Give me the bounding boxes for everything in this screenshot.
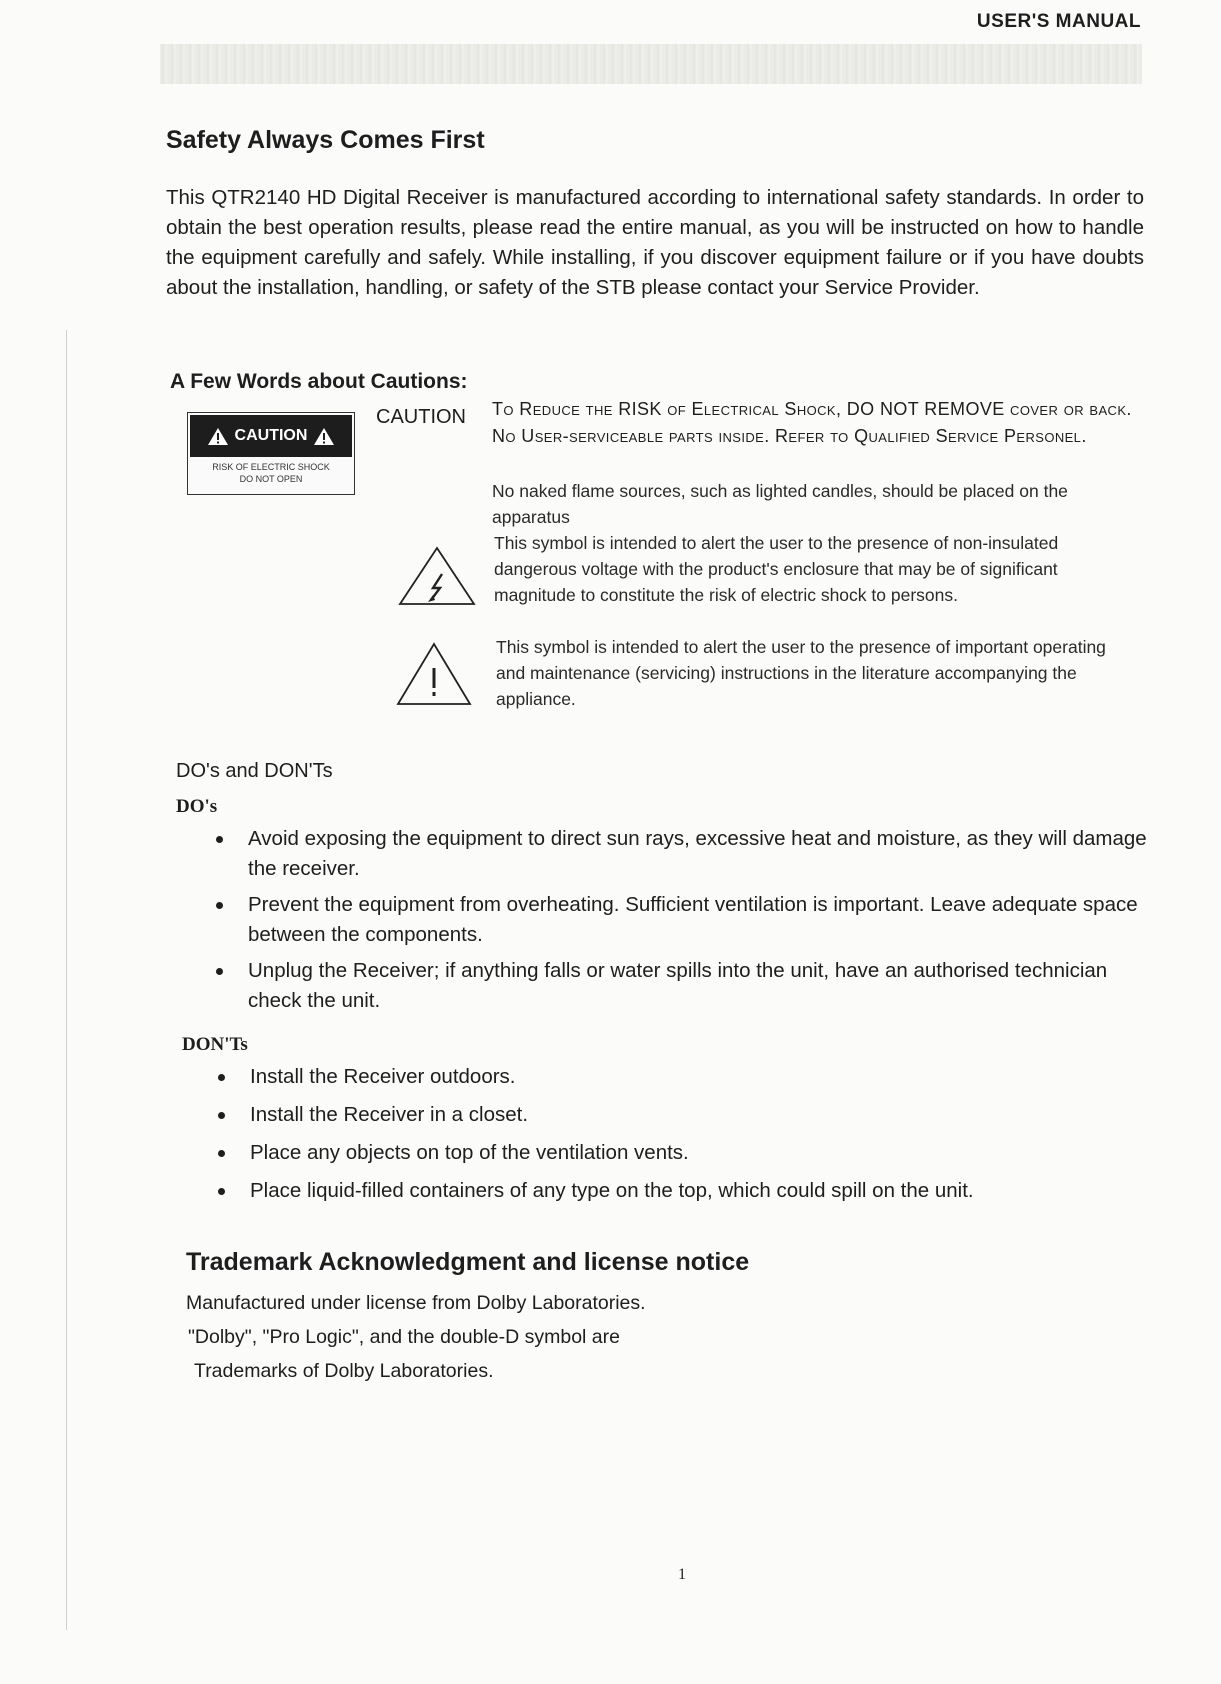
bullet-icon (218, 1074, 225, 1081)
bullet-icon (218, 1188, 225, 1195)
instructions-symbol-text: This symbol is intended to alert the user to the presence of important operating and maintenance (servicing) instructions in the literature accompanying the appliance. (496, 637, 1106, 709)
caution-badge (187, 412, 355, 495)
list-item: Prevent the equipment from overheating. Sufficient ventilation is important. Leave adequate space between the components. (176, 890, 1152, 950)
dos-label: DO's (176, 796, 218, 817)
safety-intro: This QTR2140 HD Digital Receiver is manufactured according to international safety standards. In order to obtain the best operation results, please read the entire manual, as you will be instructed on how to handle the equipment carefully and safely. While installing, if you discover equipment failure or if you have doubts about the installation, handling, or safety of the STB please contact your Service Provider. (166, 186, 1144, 299)
caution-badge-label: CAUTION (234, 427, 308, 444)
page-number: 1 (678, 1566, 686, 1583)
trademark-line-2: "Dolby", "Pro Logic", and the double-D symbol are (188, 1326, 620, 1348)
list-item: Avoid exposing the equipment to direct sun rays, excessive heat and moisture, as they will damage the receiver. (176, 824, 1152, 884)
safety-title: Safety Always Comes First (166, 126, 485, 154)
scan-edge-line (66, 330, 67, 1630)
donts-label: DON'Ts (182, 1034, 248, 1055)
warning-triangle-icon (207, 427, 229, 446)
caution-label: CAUTION (376, 406, 466, 428)
trademark-title: Trademark Acknowledgment and license notice (186, 1248, 750, 1276)
trademark-line-1: Manufactured under license from Dolby Laboratories. (186, 1292, 646, 1314)
bullet-icon (216, 968, 223, 975)
electric-shock-warning-icon (398, 546, 476, 606)
header-label: USER'S MANUAL (976, 11, 1141, 32)
header-band (160, 44, 1142, 84)
caution-badge-line-2: DO NOT OPEN (239, 474, 303, 484)
dos-list (176, 824, 1152, 1016)
bullet-icon (216, 836, 223, 843)
trademark-line-3: Trademarks of Dolby Laboratories. (194, 1360, 494, 1382)
donts-list (178, 1062, 1154, 1206)
caution-warning-text: To Reduce the RISK of Electrical Shock, DO NOT REMOVE cover or back. No User-serviceable parts inside. Refer to Qualified Service Personel. (492, 399, 1132, 446)
bullet-icon (218, 1112, 225, 1119)
caution-badge-bar (190, 415, 352, 457)
list-item: Install the Receiver outdoors. (178, 1062, 1154, 1092)
caution-badge-line-1: RISK OF ELECTRIC SHOCK (212, 462, 330, 472)
voltage-symbol-text: This symbol is intended to alert the user to the presence of non-insulated dangerous voltage with the product's enclosure that may be of significant magnitude to constitute the risk of electric shock to persons. (494, 533, 1059, 605)
list-item: Place any objects on top of the ventilation vents. (178, 1138, 1154, 1168)
dos-donts-heading: DO's and DON'Ts (176, 760, 333, 782)
cautions-title: A Few Words about Cautions: (170, 370, 468, 393)
list-item: Unplug the Receiver; if anything falls or water spills into the unit, have an authorised technician check the unit. (176, 956, 1152, 1016)
bullet-icon (216, 902, 223, 909)
flame-warning-text: No naked flame sources, such as lighted candles, should be placed on the apparatus (492, 481, 1068, 527)
list-item: Place liquid-filled containers of any type on the top, which could spill on the unit. (178, 1176, 1154, 1206)
warning-triangle-icon (313, 427, 335, 446)
bullet-icon (218, 1150, 225, 1157)
caution-badge-subtext (188, 461, 354, 485)
exclamation-warning-icon (396, 642, 472, 706)
list-item: Install the Receiver in a closet. (178, 1100, 1154, 1130)
